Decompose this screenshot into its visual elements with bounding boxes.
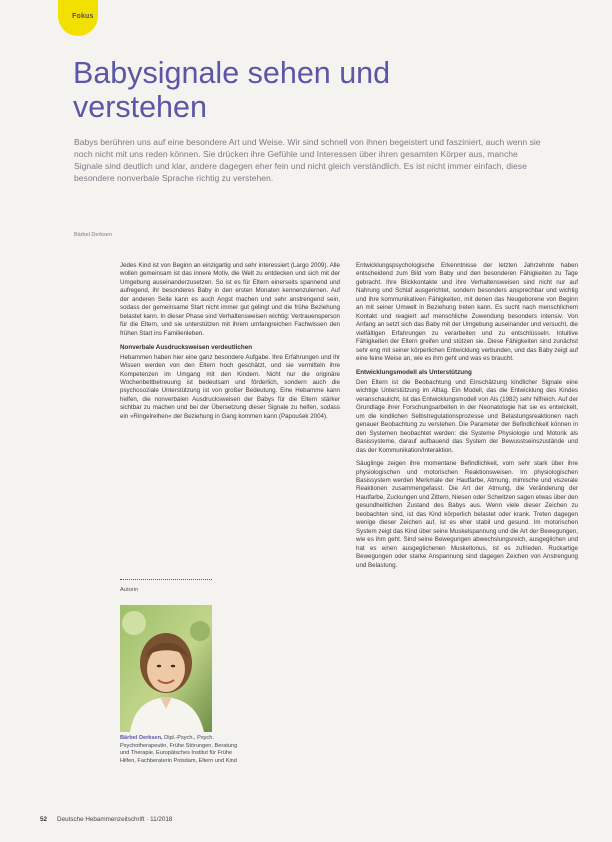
subheading: Entwicklungsmodell als Unterstützung xyxy=(356,369,472,377)
author-heading: Autorin xyxy=(120,587,139,593)
lead-paragraph: Babys berühren uns auf eine besondere Art und Weise. Wir sind schnell von ihnen begeistert und fasziniert, auch wenn sie noch nicht mit uns reden können. Sie drücken ihre Gefühle und Interessen über ihren gesamten Körper aus, manche Signale sind deutlich und klar, andere dagegen eher fein und nicht gleich verständlich. Es ist nicht immer einfach, diese besondere nonverbale Sprache richtig zu verstehen. xyxy=(74,137,541,184)
author-photo xyxy=(120,605,212,732)
column-right xyxy=(356,262,578,575)
title-line-1: Babysignale sehen und xyxy=(73,56,391,90)
article-title xyxy=(73,56,403,124)
divider xyxy=(120,579,212,580)
author-name: Bärbel Derksen, xyxy=(120,735,163,741)
section-label: Fokus xyxy=(72,13,94,20)
body-paragraph: Den Eltern ist die Beobachtung und Einschätzung kindlicher Signale eine wichtige Unterstützung im Alltag. Ein Modell, das die Entwicklung des Kindes veranschaulicht, ist das Entwicklungsmodell von Als (1982) sehr hilfreich. Auf der Grundlage ihrer Forschungsarbeiten in der Neonatologie hat sie es entwickelt, um die kindlichen Selbstregulationsprozesse und Belastungsreaktionen nach genauer Beobachtung zu verstehen. Die Parameter der Befindlichkeit können in den Systemen beobachtet werden: die Systeme Physiologie und Motorik als Basissysteme, darauf aufbauend das System der Bewusstseinszustände und das der Kommunikation/Interaktion. xyxy=(356,379,578,454)
subheading: Nonverbale Ausdrucksweisen verdeutlichen xyxy=(120,344,253,352)
body-paragraph: Entwicklungspsychologische Erkenntnisse der letzten Jahrzehnte haben entscheidend zum Bild vom Baby und den besonderen Fähigkeiten zu Tage gebracht. Ihre Blickkontakte und ihre Verhaltensweisen sind nicht nur auf Nahrung und Schlaf ausgerichtet, sondern besonders ansprechbar und wichtig und ihre kommunikativen Fähigkeiten, mit denen das Neugeborene von Beginn an mit seiner Umwelt in Beziehung treten kann. Es sucht nach menschlichem Kontakt und reagiert auf menschliche Zuwendung besonders intensiv. Von Anfang an setzt sich das Baby mit der Umgebung auseinander und versucht, die vielfältigen Erfahrungen zu verarbeiten und zu entschlüsseln. Intuitive Fähigkeiten der Eltern greifen und stützen sie. Diese Fähigkeiten sind zunächst sehr eng mit seiner körperlichen Entwicklung verbunden, und das Baby zeigt auf eine feine Weise an, wie es ihm geht und was es braucht. xyxy=(356,262,578,362)
page-number: 52 xyxy=(40,816,48,823)
page-footer xyxy=(40,816,172,823)
body-paragraph: Säuglinge zeigen ihre momentane Befindlichkeit, vom sehr stark über ihre physiologischen und motorischen Reaktionsweisen. Im physiologischen Basissystem werden Merkmale der Hautfarbe, Atmung, mimische und viszerale Reaktionen zusammengefasst. Die Art der Atmung, die Veränderung der Hautfarbe, Zuckungen und Zittern, Niesen oder Schwitzen sagen etwas über den gesundheitlichen Zustand des Babys aus. Wenn viele dieser Zeichen zu beobachten sind, ist das Kind körperlich belastet oder krank. Treten dagegen wenige dieser Zeichen auf, ist es eher stabil und gesund. Im motorischen System zeigt das Kind über seine Muskelspannung und die Art der Bewegungen, wie es ihm geht. Sind seine Bewegungen abwechslungsreich, ausgeglichen und hat es einen ausgeglichenen Muskeltonus, ist es zufrieden. Ruckartige Bewegungen oder starke Anspannung sind dagegen Zeichen von Anstrengung und Belastung. xyxy=(356,460,578,569)
author-credentials: Dipl.-Psych., Psych. Psychotherapeutin, Frühe Störungen, Beratung und Therapie, Europäisches Institut für Frühe Hilfen, Fachberaterin Potsdam, Eltern und Kind xyxy=(120,735,238,764)
column-left xyxy=(120,262,340,426)
body-paragraph: Jedes Kind ist von Beginn an einzigartig und sehr interessiert (Largo 2009). Alle wollen gemeinsam ist das innere Motiv, die Welt zu entdecken und sich mit der Umgebung auseinanderzusetzen. So ist es für Eltern einerseits spannend und aufregend, ihr besonderes Baby in den ersten Monaten kennenzulernen. Auf der anderen Seite kann es auch Angst machen und sehr anstrengend sein, sodass der gemeinsame Start nicht immer gut gelingt und die frühe Beziehung belastet kann. In dieser Phase sind Verhaltensweisen wichtig: Vertrauensperson für die Eltern, und sie unterstützen mit ihrem umfangreichen Fachwissen den frühen Start ins Familienleben. xyxy=(120,262,340,337)
journal-name: Deutsche Hebammenzeitschrift · 11/2018 xyxy=(57,816,173,823)
body-paragraph: Hebammen haben hier eine ganz besondere Aufgabe. Ihre Erfahrungen und ihr Wissen werden von den Eltern hoch geschätzt, und sie vermitteln ihre Kompetenzen im Umgang mit den Kindern. Nicht nur die originäre Wochenbettbetreuung ist bedeutsam und förderlich, sondern auch die psychosoziale Unterstützung ist von großer Bedeutung. Eine Hebamme kann helfen, die nonverbalen Ausdrucksweisen der Babys für die Eltern stärker sichtbar zu machen und bei der Übersetzung dieser Signale zu helfen, sodass ein »Ringelreihen« der Beziehung in Gang kommen kann (Papoušek 2004). xyxy=(120,353,340,420)
byline: Bärbel Derksen xyxy=(74,232,112,238)
author-caption xyxy=(120,735,240,765)
title-line-2: verstehen xyxy=(73,90,207,124)
